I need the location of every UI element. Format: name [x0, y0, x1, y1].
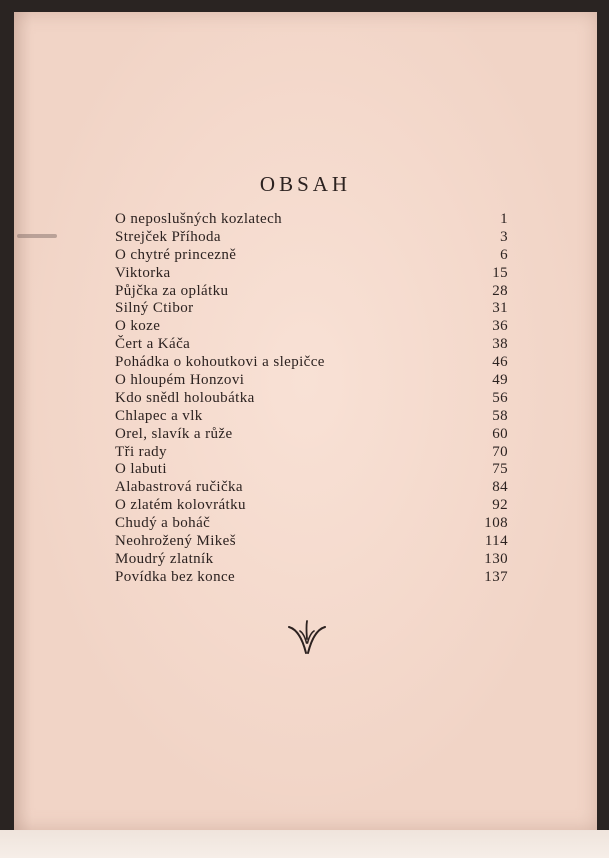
toc-entry: [115, 515, 508, 533]
toc-entry-page: 130: [484, 550, 508, 567]
toc-entry-title: O zlatém kolovrátku: [115, 497, 246, 514]
toc-entry: [115, 497, 508, 515]
v-fleuron-icon: [286, 619, 328, 657]
toc-entry-title: Chudý a boháč: [115, 515, 211, 532]
toc-entry-page: 15: [492, 264, 508, 281]
toc-entry-title: O chytré princezně: [115, 246, 237, 263]
toc-entry: [115, 265, 508, 283]
book-page: [14, 12, 597, 830]
table-of-contents: [115, 211, 508, 587]
toc-entry-title: Čert a Káča: [115, 336, 191, 353]
toc-entry-page: 49: [492, 372, 508, 389]
toc-entry-title: Chlapec a vlk: [115, 407, 203, 424]
page-title: OBSAH: [259, 172, 352, 196]
toc-entry-title: Silný Ctibor: [115, 300, 194, 317]
toc-entry: [115, 318, 508, 336]
toc-entry-page: 56: [492, 389, 508, 406]
toc-entry: [115, 372, 508, 390]
toc-entry: [115, 426, 508, 444]
toc-entry-page: 70: [492, 443, 508, 460]
toc-entry: [115, 479, 508, 497]
toc-entry-page: 6: [500, 246, 508, 263]
toc-entry-page: 137: [484, 568, 508, 585]
toc-entry-page: 60: [492, 425, 508, 442]
toc-entry-title: Neohrožený Mikeš: [115, 533, 236, 550]
toc-entry-title: Viktorka: [115, 264, 171, 281]
toc-entry-page: 114: [484, 533, 508, 550]
toc-entry-page: 31: [492, 300, 508, 317]
toc-entry-title: Pohádka o kohoutkovi a slepičce: [115, 354, 325, 371]
toc-entry: [115, 300, 508, 318]
toc-entry-page: 92: [492, 497, 508, 514]
toc-entry: [115, 533, 508, 551]
toc-entry-title: Tři rady: [115, 443, 167, 460]
toc-entry: [115, 283, 508, 301]
toc-entry-page: 1: [500, 211, 508, 227]
toc-entry: [115, 444, 508, 462]
toc-entry-title: Strejček Příhoda: [115, 228, 221, 245]
toc-entry-page: 38: [492, 336, 508, 353]
toc-entry-page: 75: [492, 461, 508, 478]
toc-entry: [115, 336, 508, 354]
toc-entry-page: 84: [492, 479, 508, 496]
toc-entry-page: 3: [500, 228, 508, 245]
toc-entry-page: 46: [492, 354, 508, 371]
toc-entry-title: O koze: [115, 318, 161, 335]
toc-entry: [115, 211, 508, 229]
toc-entry-page: 58: [492, 407, 508, 424]
toc-entry-title: Alabastrová ručička: [115, 479, 243, 496]
toc-entry: [115, 247, 508, 265]
toc-entry-title: Kdo snědl holoubátka: [115, 389, 255, 406]
toc-entry-page: 36: [492, 318, 508, 335]
toc-entry-title: Půjčka za oplátku: [115, 282, 229, 299]
toc-entry-title: O hloupém Honzovi: [115, 372, 245, 389]
toc-entry: [115, 354, 508, 372]
toc-entry-page: 108: [484, 515, 508, 532]
toc-entry-title: Povídka bez konce: [115, 568, 236, 585]
page-bottom-edge: [0, 830, 609, 858]
toc-entry: [115, 229, 508, 247]
toc-entry: [115, 461, 508, 479]
toc-entry-page: 28: [492, 282, 508, 299]
toc-entry-title: Orel, slavík a růže: [115, 425, 233, 442]
toc-entry-title: O neposlušných kozlatech: [115, 211, 283, 227]
toc-entry: [115, 408, 508, 426]
toc-entry: [115, 569, 508, 587]
toc-entry-title: O labuti: [115, 461, 167, 478]
toc-entry: [115, 390, 508, 408]
toc-entry-title: Moudrý zlatník: [115, 550, 214, 567]
toc-entry: [115, 551, 508, 569]
binding-mark: [17, 234, 57, 238]
